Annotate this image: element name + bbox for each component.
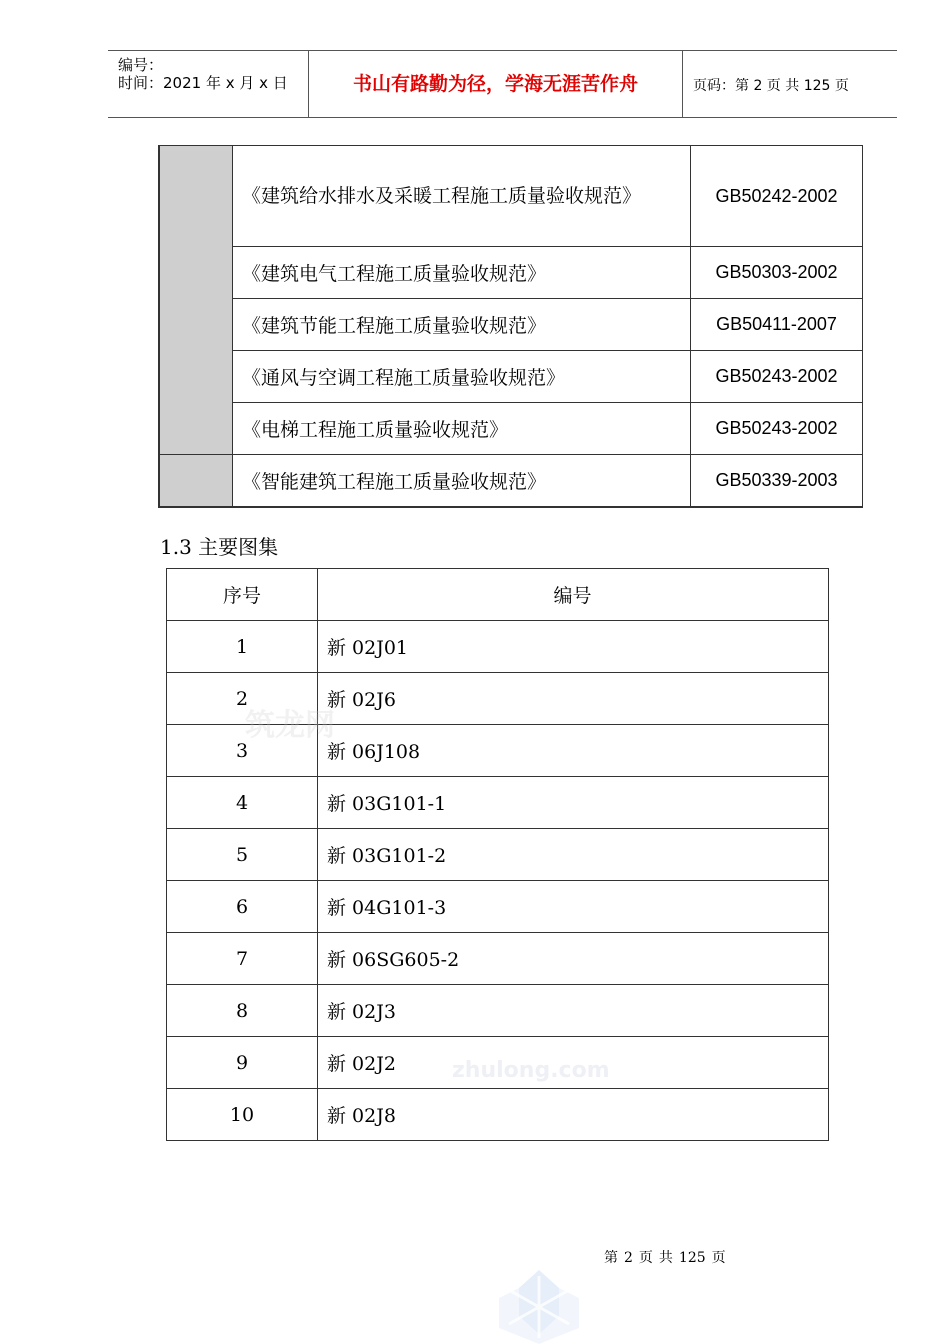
page-header [108,50,897,118]
row-code: 新 02J8 [318,1089,829,1141]
table-row [159,351,863,403]
table-header-row [167,569,829,621]
table-row [167,933,829,985]
standard-name: 《智能建筑工程施工质量验收规范》 [233,455,691,508]
column-header-code: 编号 [318,569,829,621]
row-code: 新 02J3 [318,985,829,1037]
atlas-table [166,568,829,1141]
table-row [159,247,863,299]
row-no: 7 [167,933,318,985]
row-no: 6 [167,881,318,933]
header-page-info: 页码：第 2 页 共 125 页 [693,78,849,94]
header-divider [682,51,683,117]
standard-code: GB50242-2002 [691,146,863,247]
footer-di: 第 [604,1250,618,1266]
standard-code: GB50243-2002 [691,403,863,455]
table-row [159,403,863,455]
row-code: 新 02J6 [318,673,829,725]
standard-name: 《建筑给水排水及采暖工程施工质量验收规范》 [233,146,691,247]
standard-code: GB50411-2007 [691,299,863,351]
row-no: 10 [167,1089,318,1141]
header-motto: 书山有路勤为径，学海无涯苦作舟 [352,73,638,95]
row-code: 新 03G101-2 [318,829,829,881]
standard-code: GB50243-2002 [691,351,863,403]
row-no: 4 [167,777,318,829]
row-no: 1 [167,621,318,673]
table-row [167,881,829,933]
row-no: 2 [167,673,318,725]
row-code: 新 06J108 [318,725,829,777]
row-code: 新 04G101-3 [318,881,829,933]
page-footer [604,1247,732,1267]
time-label: 时间：2021 年 x 月 x 日 [118,74,288,92]
standard-name: 《建筑电气工程施工质量验收规范》 [233,247,691,299]
standard-name: 《通风与空调工程施工质量验收规范》 [233,351,691,403]
footer-page-number: 2 [624,1250,633,1266]
table-row [167,1089,829,1141]
standards-table [158,145,863,508]
table-row [159,299,863,351]
row-no: 5 [167,829,318,881]
snowflake-logo-icon [484,1268,594,1344]
code-label: 编号： [118,56,164,74]
footer-total-pages: 125 [678,1250,706,1266]
footer-ye: 页 [711,1250,726,1266]
row-code: 新 02J2 [318,1037,829,1089]
section-title: 1.3 主要图集 [160,535,279,559]
row-no: 9 [167,1037,318,1089]
standard-code: GB50303-2002 [691,247,863,299]
row-code: 新 03G101-1 [318,777,829,829]
table-row [167,621,829,673]
watermark-text: 筑龙网 [245,708,335,743]
table-row [159,146,863,247]
table-row [167,777,829,829]
standard-name: 《电梯工程施工质量验收规范》 [233,403,691,455]
header-meta [108,51,308,117]
standard-name: 《建筑节能工程施工质量验收规范》 [233,299,691,351]
table-row [167,829,829,881]
category-cell [159,455,233,508]
watermark-text: zhulong.com [452,1058,610,1083]
table-row [159,455,863,508]
standard-code: GB50339-2003 [691,455,863,508]
footer-ye: 页 [638,1250,653,1266]
row-code: 新 06SG605-2 [318,933,829,985]
category-cell [159,146,233,455]
column-header-no: 序号 [167,569,318,621]
row-no: 3 [167,725,318,777]
row-code: 新 02J01 [318,621,829,673]
footer-gong: 共 [658,1250,673,1266]
table-row [167,985,829,1037]
row-no: 8 [167,985,318,1037]
